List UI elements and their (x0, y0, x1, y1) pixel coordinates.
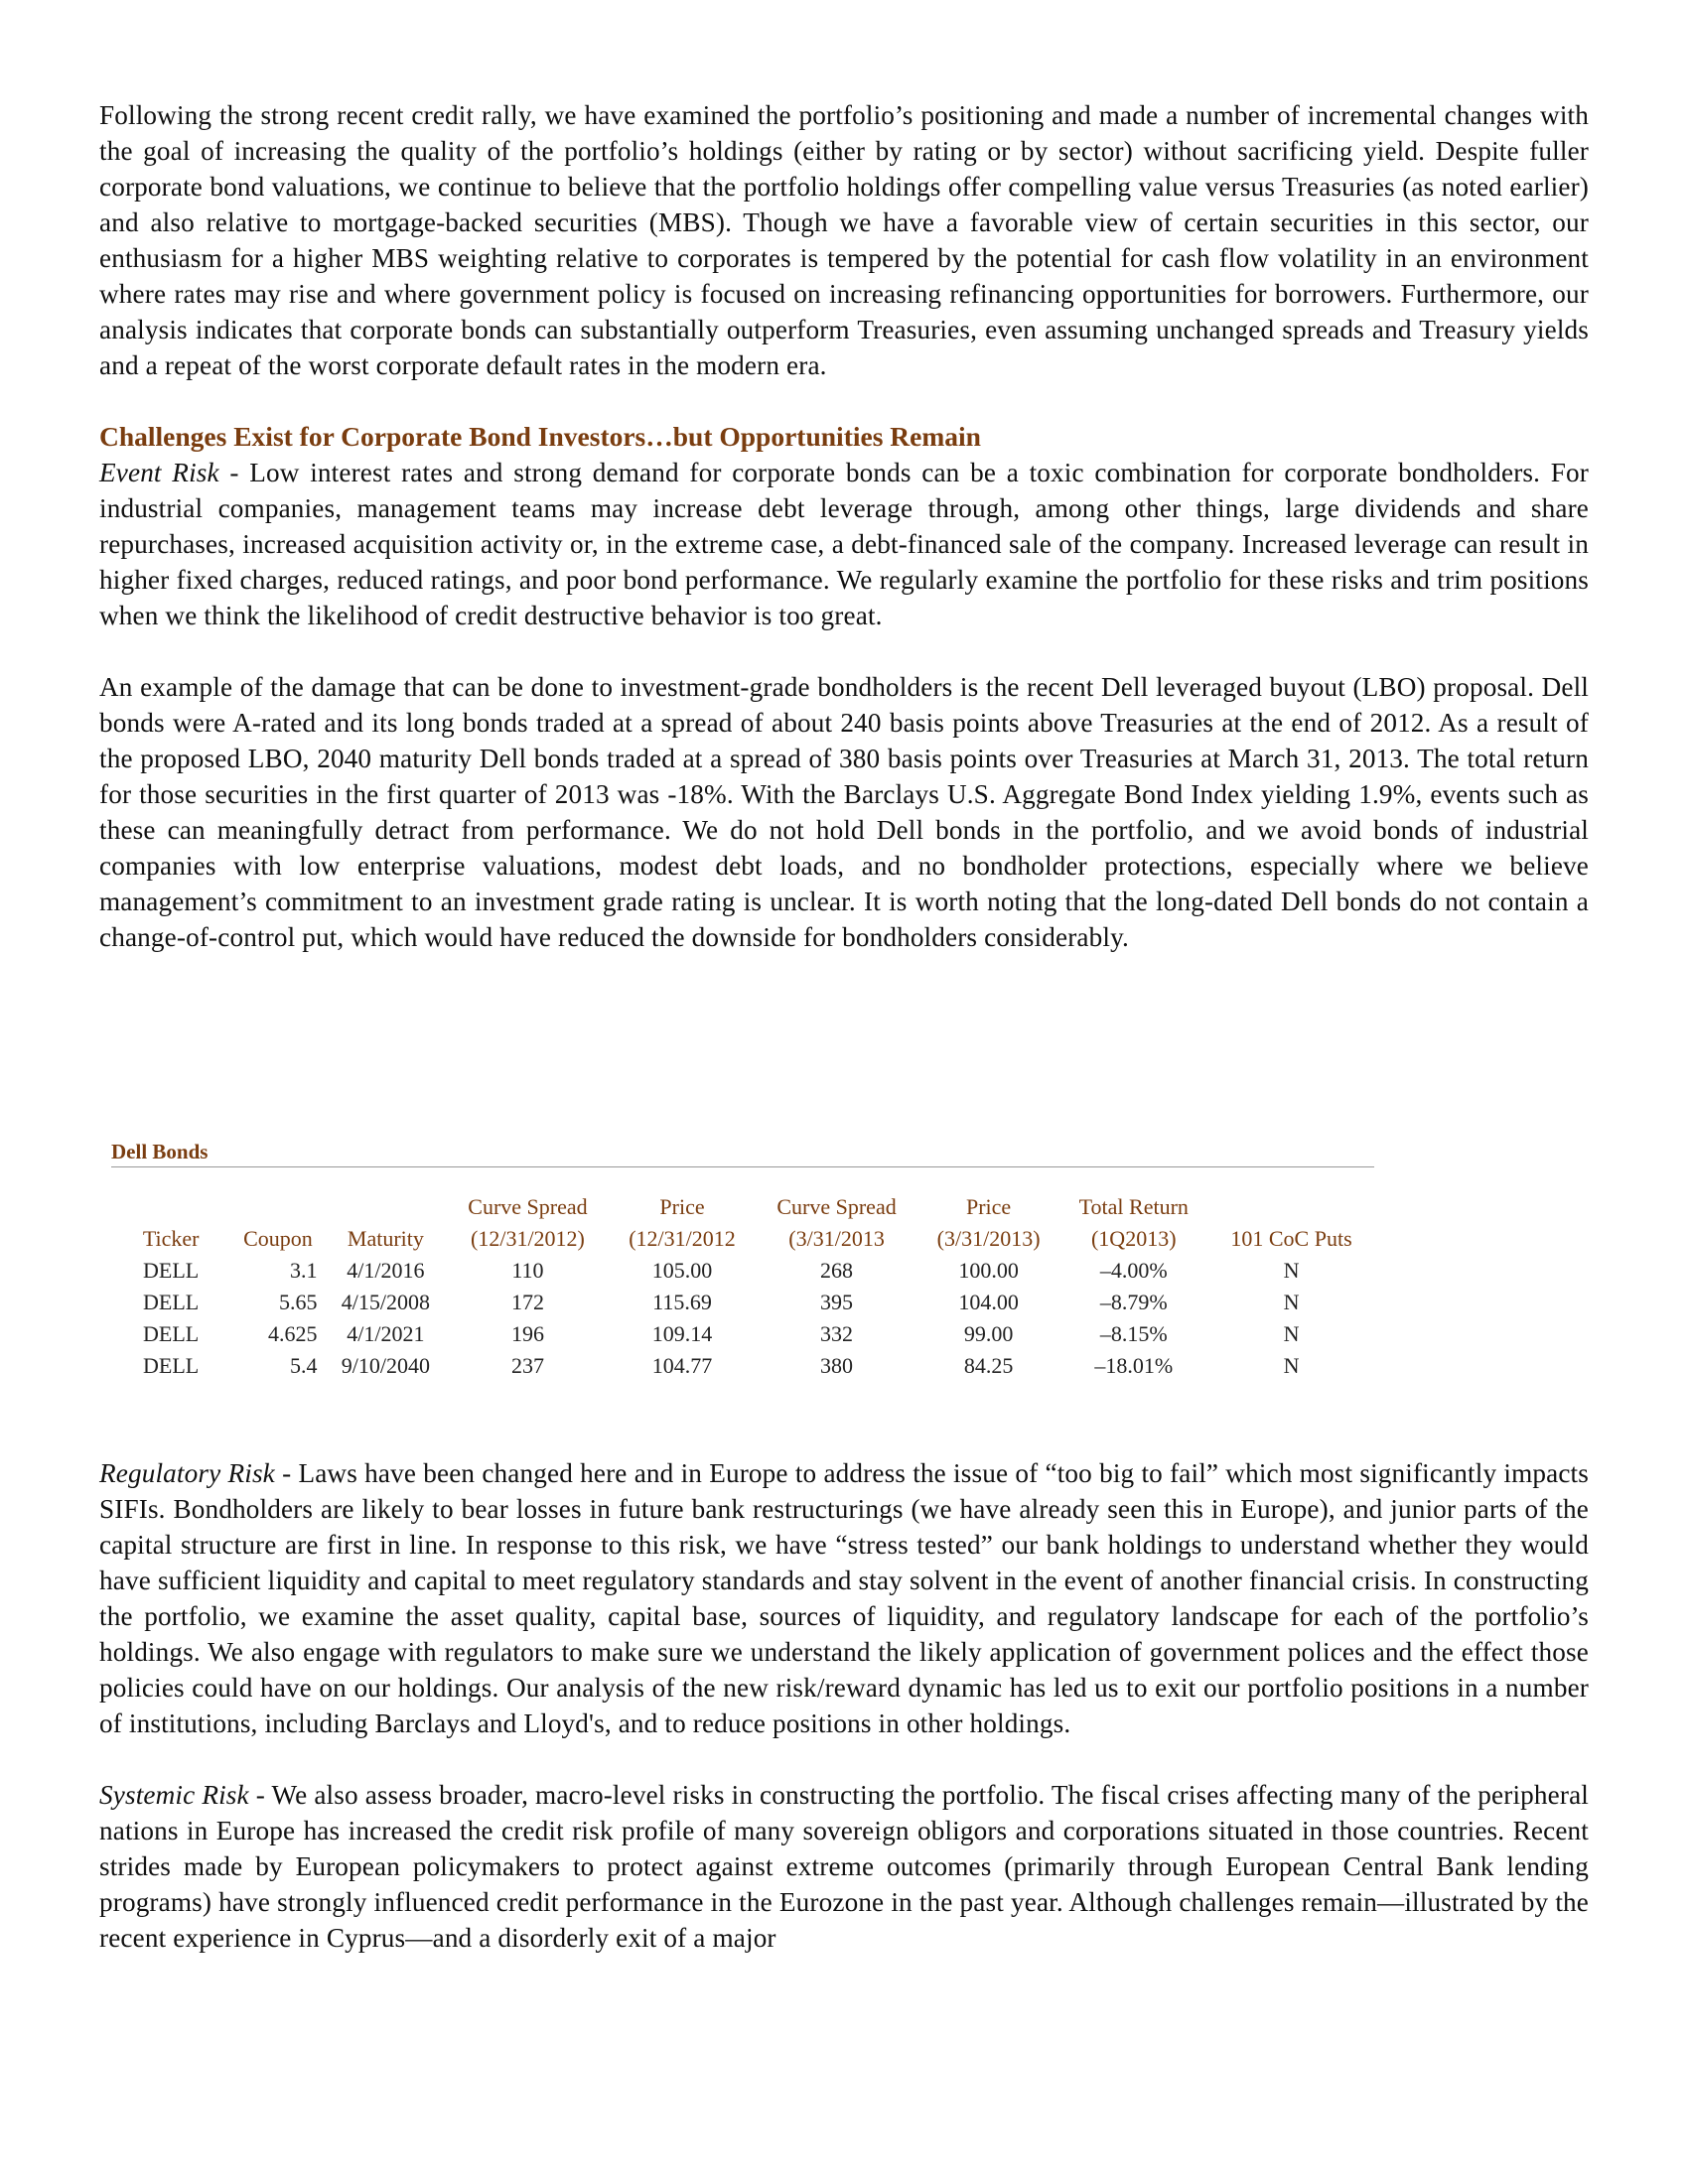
cell-total-return: –8.15% (1099, 1321, 1168, 1346)
cell-coupon: 4.625 (268, 1321, 318, 1346)
header-coupon: Coupon (243, 1226, 313, 1251)
intro-paragraph: Following the strong recent credit rally, we have examined the portfolio’s positioning and made a number of incremental changes with the goal of increasing the quality of the portfolio’s holdings (either by rating or by sector) without sacrificing yield. Despite fuller corporate bond valuations, we continue to believe that the portfolio holdings offer compelling value versus Treasuries (as noted earlier) and also relative to mortgage-backed securities (MBS). Though we have a favorable view of certain securities in this sector, our enthusiasm for a higher MBS weighting relative to corporates is tempered by the potential for cash flow volatility in an environment where rates may rise and where government policy is focused on increasing refinancing opportunities for borrowers. Furthermore, our analysis indicates that corporate bonds can substantially outperform Treasuries, even assuming unchanged spreads and Treasury yields and a repeat of the worst corporate default rates in the modern era. (99, 100, 1589, 380)
header-cell: Total Return (1078, 1194, 1189, 1219)
regulatory-risk-text: Laws have been changed here and in Europe to address the issue of “too big to fail” which most significantly impacts SIFIs. Bondholders are likely to bear losses in future bank restructurings (we have already seen this in Europe), and junior parts of the capital structure are first in line. In response to this risk, we have “stress tested” our bank holdings to understand whether they would have sufficient liquidity and capital to meet regulatory standards and stay solvent in the event of another financial crisis. In constructing the portfolio, we examine the asset quality, capital base, sources of liquidity, and regulatory landscape for each of the portfolio’s holdings. We also engage with regulators to make sure we understand the likely application of government polices and the effect those policies could have on our holdings. Our analysis of the new risk/reward dynamic has led us to exit our portfolio positions in a number of institutions, including Barclays and Lloyd's, and to reduce positions in other holdings. (99, 1458, 1589, 1738)
event-risk-label: Event Risk - (99, 458, 239, 487)
table-row (111, 1350, 1374, 1382)
cell-price-2012: 105.00 (651, 1258, 713, 1283)
dell-bonds-table (111, 1191, 1374, 1382)
dell-bonds-table-section (111, 1140, 1374, 1382)
event-risk-text: Low interest rates and strong demand for corporate bonds can be a toxic combination for corporate bondholders. For industrial companies, management teams may increase debt leverage through, among other things, large dividends and share repurchases, increased acquisition activity or, in the extreme case, a debt-financed sale of the company. Increased leverage can result in higher fixed charges, reduced ratings, and poor bond performance. We regularly examine the portfolio for these risks and trim positions when we think the likelihood of credit destructive behavior is too great. (99, 458, 1589, 630)
cell-maturity: 9/10/2040 (341, 1353, 431, 1378)
table-row (111, 1287, 1374, 1318)
systemic-risk-paragraph (99, 1777, 1589, 1956)
cell-maturity: 4/15/2008 (341, 1290, 431, 1314)
cell-coc-puts: N (1283, 1290, 1300, 1314)
cell-coc-puts: N (1283, 1321, 1300, 1346)
cell-price-2013: 104.00 (958, 1290, 1019, 1314)
header-cell: Curve Spread (776, 1194, 897, 1219)
cell-coupon: 3.1 (290, 1258, 318, 1283)
header-price-2013: (3/31/2013) (936, 1226, 1041, 1251)
cell-spread-2012: 110 (511, 1258, 544, 1283)
cell-coupon: 5.4 (290, 1353, 318, 1378)
header-row-bottom (111, 1223, 1374, 1255)
cell-maturity: 4/1/2016 (347, 1258, 425, 1283)
header-row-top (111, 1191, 1374, 1223)
cell-spread-2012: 237 (510, 1353, 544, 1378)
header-cell: Price (965, 1194, 1012, 1219)
cell-price-2013: 99.00 (963, 1321, 1014, 1346)
cell-total-return: –4.00% (1099, 1258, 1168, 1283)
cell-coc-puts: N (1283, 1353, 1300, 1378)
cell-total-return: –18.01% (1094, 1353, 1174, 1378)
table-title: Dell Bonds (111, 1140, 1374, 1167)
header-cell (230, 1191, 325, 1223)
table-row (111, 1255, 1374, 1287)
cell-price-2012: 104.77 (651, 1353, 713, 1378)
document-page-lower (99, 1455, 1589, 1956)
header-price-2012: (12/31/2012 (629, 1226, 736, 1251)
header-cell (326, 1191, 447, 1223)
header-ticker: Ticker (142, 1226, 200, 1251)
cell-price-2013: 100.00 (958, 1258, 1019, 1283)
cell-price-2012: 109.14 (651, 1321, 713, 1346)
cell-ticker: DELL (143, 1258, 200, 1283)
cell-ticker: DELL (143, 1290, 200, 1314)
cell-spread-2013: 395 (820, 1290, 854, 1314)
document-page (99, 97, 1589, 955)
header-cell (1208, 1191, 1374, 1223)
header-coc-puts: 101 CoC Puts (1230, 1226, 1352, 1251)
header-curve-spread-2012: (12/31/2012) (471, 1226, 585, 1251)
cell-spread-2013: 268 (820, 1258, 854, 1283)
cell-price-2012: 115.69 (652, 1290, 712, 1314)
systemic-risk-text: We also assess broader, macro-level risks in constructing the portfolio. The fiscal crises affecting many of the peripheral nations in Europe has increased the credit risk profile of many sovereign obligors and corporations situated in those countries. Recent strides made by European policymakers to protect against extreme outcomes (primarily through European Central Bank lending programs) have strongly influenced credit performance in the Eurozone in the past year. Although challenges remain—illustrated by the recent experience in Cyprus—and a disorderly exit of a major (99, 1780, 1589, 1953)
systemic-risk-label: Systemic Risk - (99, 1780, 265, 1810)
cell-spread-2013: 380 (820, 1353, 854, 1378)
header-total-return: (1Q2013) (1090, 1226, 1177, 1251)
table-row (111, 1318, 1374, 1350)
event-risk-paragraph (99, 455, 1589, 633)
cell-spread-2012: 172 (510, 1290, 544, 1314)
cell-total-return: –8.79% (1099, 1290, 1168, 1314)
cell-ticker: DELL (143, 1353, 200, 1378)
header-maturity: Maturity (347, 1226, 424, 1251)
cell-ticker: DELL (143, 1321, 200, 1346)
cell-price-2013: 84.25 (963, 1353, 1014, 1378)
cell-spread-2013: 332 (820, 1321, 854, 1346)
cell-maturity: 4/1/2021 (347, 1321, 425, 1346)
dell-paragraph: An example of the damage that can be done to investment-grade bondholders is the recent Dell leveraged buyout (LBO) proposal. Dell bonds were A-rated and its long bonds traded at a spread of about 240 basis points above Treasuries at the end of 2012. As a result of the proposed LBO, 2040 maturity Dell bonds traded at a spread of 380 basis points over Treasuries at March 31, 2013. The total return for those securities in the first quarter of 2013 was -18%. With the Barclays U.S. Aggregate Bond Index yielding 1.9%, events such as these can meaningfully detract from performance. We do not hold Dell bonds in the portfolio, and we avoid bonds of industrial companies with low enterprise valuations, modest debt loads, and no bondholder protections, especially where we believe management’s commitment to an investment grade rating is unclear. It is worth noting that the long-dated Dell bonds do not contain a change-of-control put, which would have reduced the downside for bondholders considerably. (99, 672, 1589, 952)
header-cell (111, 1191, 230, 1223)
cell-coupon: 5.65 (279, 1290, 318, 1314)
header-cell: Curve Spread (468, 1194, 588, 1219)
header-curve-spread-2013: (3/31/2013 (788, 1226, 885, 1251)
regulatory-risk-label: Regulatory Risk - (99, 1458, 292, 1488)
regulatory-risk-paragraph (99, 1455, 1589, 1741)
cell-spread-2012: 196 (510, 1321, 544, 1346)
section-heading: Challenges Exist for Corporate Bond Investors…but Opportunities Remain (99, 421, 981, 452)
cell-coc-puts: N (1283, 1258, 1300, 1283)
header-cell: Price (659, 1194, 705, 1219)
